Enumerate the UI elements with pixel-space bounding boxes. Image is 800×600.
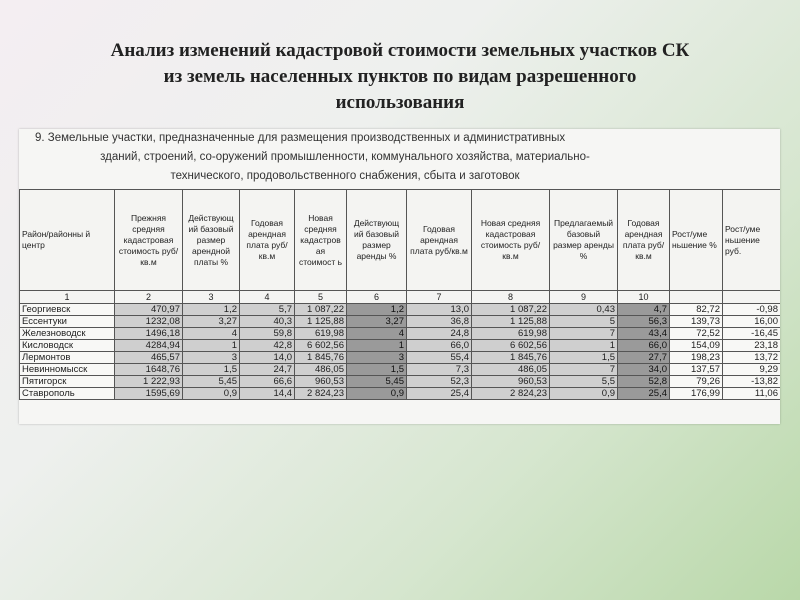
column-number: 5 [295,291,347,304]
table-cell: 470,97 [115,304,183,316]
column-number: 6 [347,291,407,304]
table-cell: 1 845,76 [295,352,347,364]
table-cell: 5,45 [183,376,240,388]
table-cell: 72,52 [670,328,723,340]
table-cell: 13,0 [407,304,472,316]
table-cell: 42,8 [240,340,295,352]
table-cell: 14,4 [240,388,295,400]
column-header: Годовая арендная плата руб/кв.м [618,190,670,291]
table-cell: 23,18 [723,340,781,352]
district-name-cell: Лермонтов [20,352,115,364]
table-cell: 1648,76 [115,364,183,376]
table-cell: 1 087,22 [295,304,347,316]
table-row [20,304,781,316]
table-cell: 4,7 [618,304,670,316]
column-header: Прежняя средняя кадастровая стоимость руб/кв.м [115,190,183,291]
table-cell: 13,72 [723,352,781,364]
table-cell: 619,98 [472,328,550,340]
table-cell: 5,45 [347,376,407,388]
column-number: 4 [240,291,295,304]
column-number: 9 [550,291,618,304]
table-cell: -13,82 [723,376,781,388]
slide-title [40,38,760,116]
table-cell: 55,4 [407,352,472,364]
table-cell: 1 125,88 [295,316,347,328]
table-cell: 139,73 [670,316,723,328]
column-header: Новая средняя кадастровая стоимость руб/кв.м [472,190,550,291]
table-cell: 5 [550,316,618,328]
table-cell: 66,6 [240,376,295,388]
table-cell: 154,09 [670,340,723,352]
table-cell: 7 [550,364,618,376]
table-cell: 1595,69 [115,388,183,400]
column-number: 3 [183,291,240,304]
table-cell: 1 [550,340,618,352]
table-cell: 9,29 [723,364,781,376]
column-header: Предлагаемый базовый размер аренды % [550,190,618,291]
column-header: Рост/уме ньшение руб. [723,190,781,291]
table-cell: 66,0 [618,340,670,352]
table-cell: 5,5 [550,376,618,388]
table-cell: 2 824,23 [295,388,347,400]
table-cell: 36,8 [407,316,472,328]
district-name-cell: Кисловодск [20,340,115,352]
table-cell: 2 824,23 [472,388,550,400]
table-cell: 1,2 [183,304,240,316]
table-cell: 43,4 [618,328,670,340]
column-number: 7 [407,291,472,304]
table-cell: 4 [183,328,240,340]
column-number [723,291,781,304]
district-name-cell: Ессентуки [20,316,115,328]
column-number: 10 [618,291,670,304]
table-cell: 176,99 [670,388,723,400]
table-cell: 1 845,76 [472,352,550,364]
table-cell: 79,26 [670,376,723,388]
table-cell: 14,0 [240,352,295,364]
column-header: Годовая арендная плата руб/кв.м [240,190,295,291]
column-header: Район/районны й центр [20,190,115,291]
table-cell: 0,9 [550,388,618,400]
table-cell: 3 [347,352,407,364]
table-cell: 59,8 [240,328,295,340]
table-cell: 1,5 [183,364,240,376]
table-cell: 1 [183,340,240,352]
table-cell: 960,53 [472,376,550,388]
table-cell: 52,3 [407,376,472,388]
table-cell: 4 [347,328,407,340]
table-cell: 82,72 [670,304,723,316]
table-cell: 465,57 [115,352,183,364]
column-header: Годовая арендная плата руб/кв.м [407,190,472,291]
column-header: Действующ ий базовый размер арендной платы % [183,190,240,291]
scanned-table-document [19,129,780,424]
table-cell: 24,7 [240,364,295,376]
table-cell: 40,3 [240,316,295,328]
table-row [20,364,781,376]
table-cell: 56,3 [618,316,670,328]
table-cell: 486,05 [472,364,550,376]
table-cell: 1496,18 [115,328,183,340]
table-row [20,340,781,352]
table-cell: 137,57 [670,364,723,376]
slide-title-line-3: использования [335,92,465,113]
table-row [20,376,781,388]
column-header: Рост/уме ньшение % [670,190,723,291]
slide-title-line-2: из земель населенных пунктов по видам разрешенного [163,66,637,87]
table-cell: 960,53 [295,376,347,388]
table-heading-line-2: зданий, строений, со-оружений промышленности, коммунального хозяйства, материально- [100,151,590,163]
table-cell: 1,5 [550,352,618,364]
table-cell: 0,43 [550,304,618,316]
table-cell: 7 [550,328,618,340]
table-cell: 34,0 [618,364,670,376]
district-name-cell: Ставрополь [20,388,115,400]
column-number [670,291,723,304]
table-row [20,328,781,340]
column-number-row [20,291,781,304]
table-cell: -16,45 [723,328,781,340]
table-heading-line-3: технического, продовольственного снабжения, сбыта и заготовок [170,170,520,182]
table-cell: 1,5 [347,364,407,376]
table-row [20,316,781,328]
table-cell: 25,4 [618,388,670,400]
table-cell: 3 [183,352,240,364]
table-heading-line-1: 9. Земельные участки, предназначенные для размещения производственных и административных [35,132,566,144]
table-cell: 16,00 [723,316,781,328]
district-name-cell: Невинномысск [20,364,115,376]
district-name-cell: Пятигорск [20,376,115,388]
table-cell: 3,27 [347,316,407,328]
district-name-cell: Железноводск [20,328,115,340]
table-cell: 7,3 [407,364,472,376]
column-header: Действующ ий базовый размер аренды % [347,190,407,291]
table-cell: 486,05 [295,364,347,376]
table-cell: 27,7 [618,352,670,364]
table-cell: -0,98 [723,304,781,316]
table-cell: 1 125,88 [472,316,550,328]
table-cell: 4284,94 [115,340,183,352]
table-cell: 1 087,22 [472,304,550,316]
table-body [20,304,781,400]
table-row [20,388,781,400]
table-cell: 0,9 [183,388,240,400]
table-cell: 619,98 [295,328,347,340]
district-name-cell: Георгиевск [20,304,115,316]
table-cell: 3,27 [183,316,240,328]
table-cell: 52,8 [618,376,670,388]
table-cell: 1 222,93 [115,376,183,388]
table-cell: 1 [347,340,407,352]
table-cell: 11,06 [723,388,781,400]
table-cell: 25,4 [407,388,472,400]
table-cell: 198,23 [670,352,723,364]
column-number: 2 [115,291,183,304]
column-number: 1 [20,291,115,304]
table-cell: 0,9 [347,388,407,400]
table-cell: 6 602,56 [295,340,347,352]
table-cell: 24,8 [407,328,472,340]
table-cell: 1,2 [347,304,407,316]
table-cell: 1232,08 [115,316,183,328]
column-number: 8 [472,291,550,304]
cadastral-value-table [19,189,780,400]
table-cell: 66,0 [407,340,472,352]
table-row [20,352,781,364]
table-heading [19,129,671,189]
slide-title-line-1: Анализ изменений кадастровой стоимости земельных участков СК [110,40,690,61]
header-row [20,190,781,291]
table-cell: 6 602,56 [472,340,550,352]
column-header: Новая средняя кадастров ая стоимост ь [295,190,347,291]
table-cell: 5,7 [240,304,295,316]
